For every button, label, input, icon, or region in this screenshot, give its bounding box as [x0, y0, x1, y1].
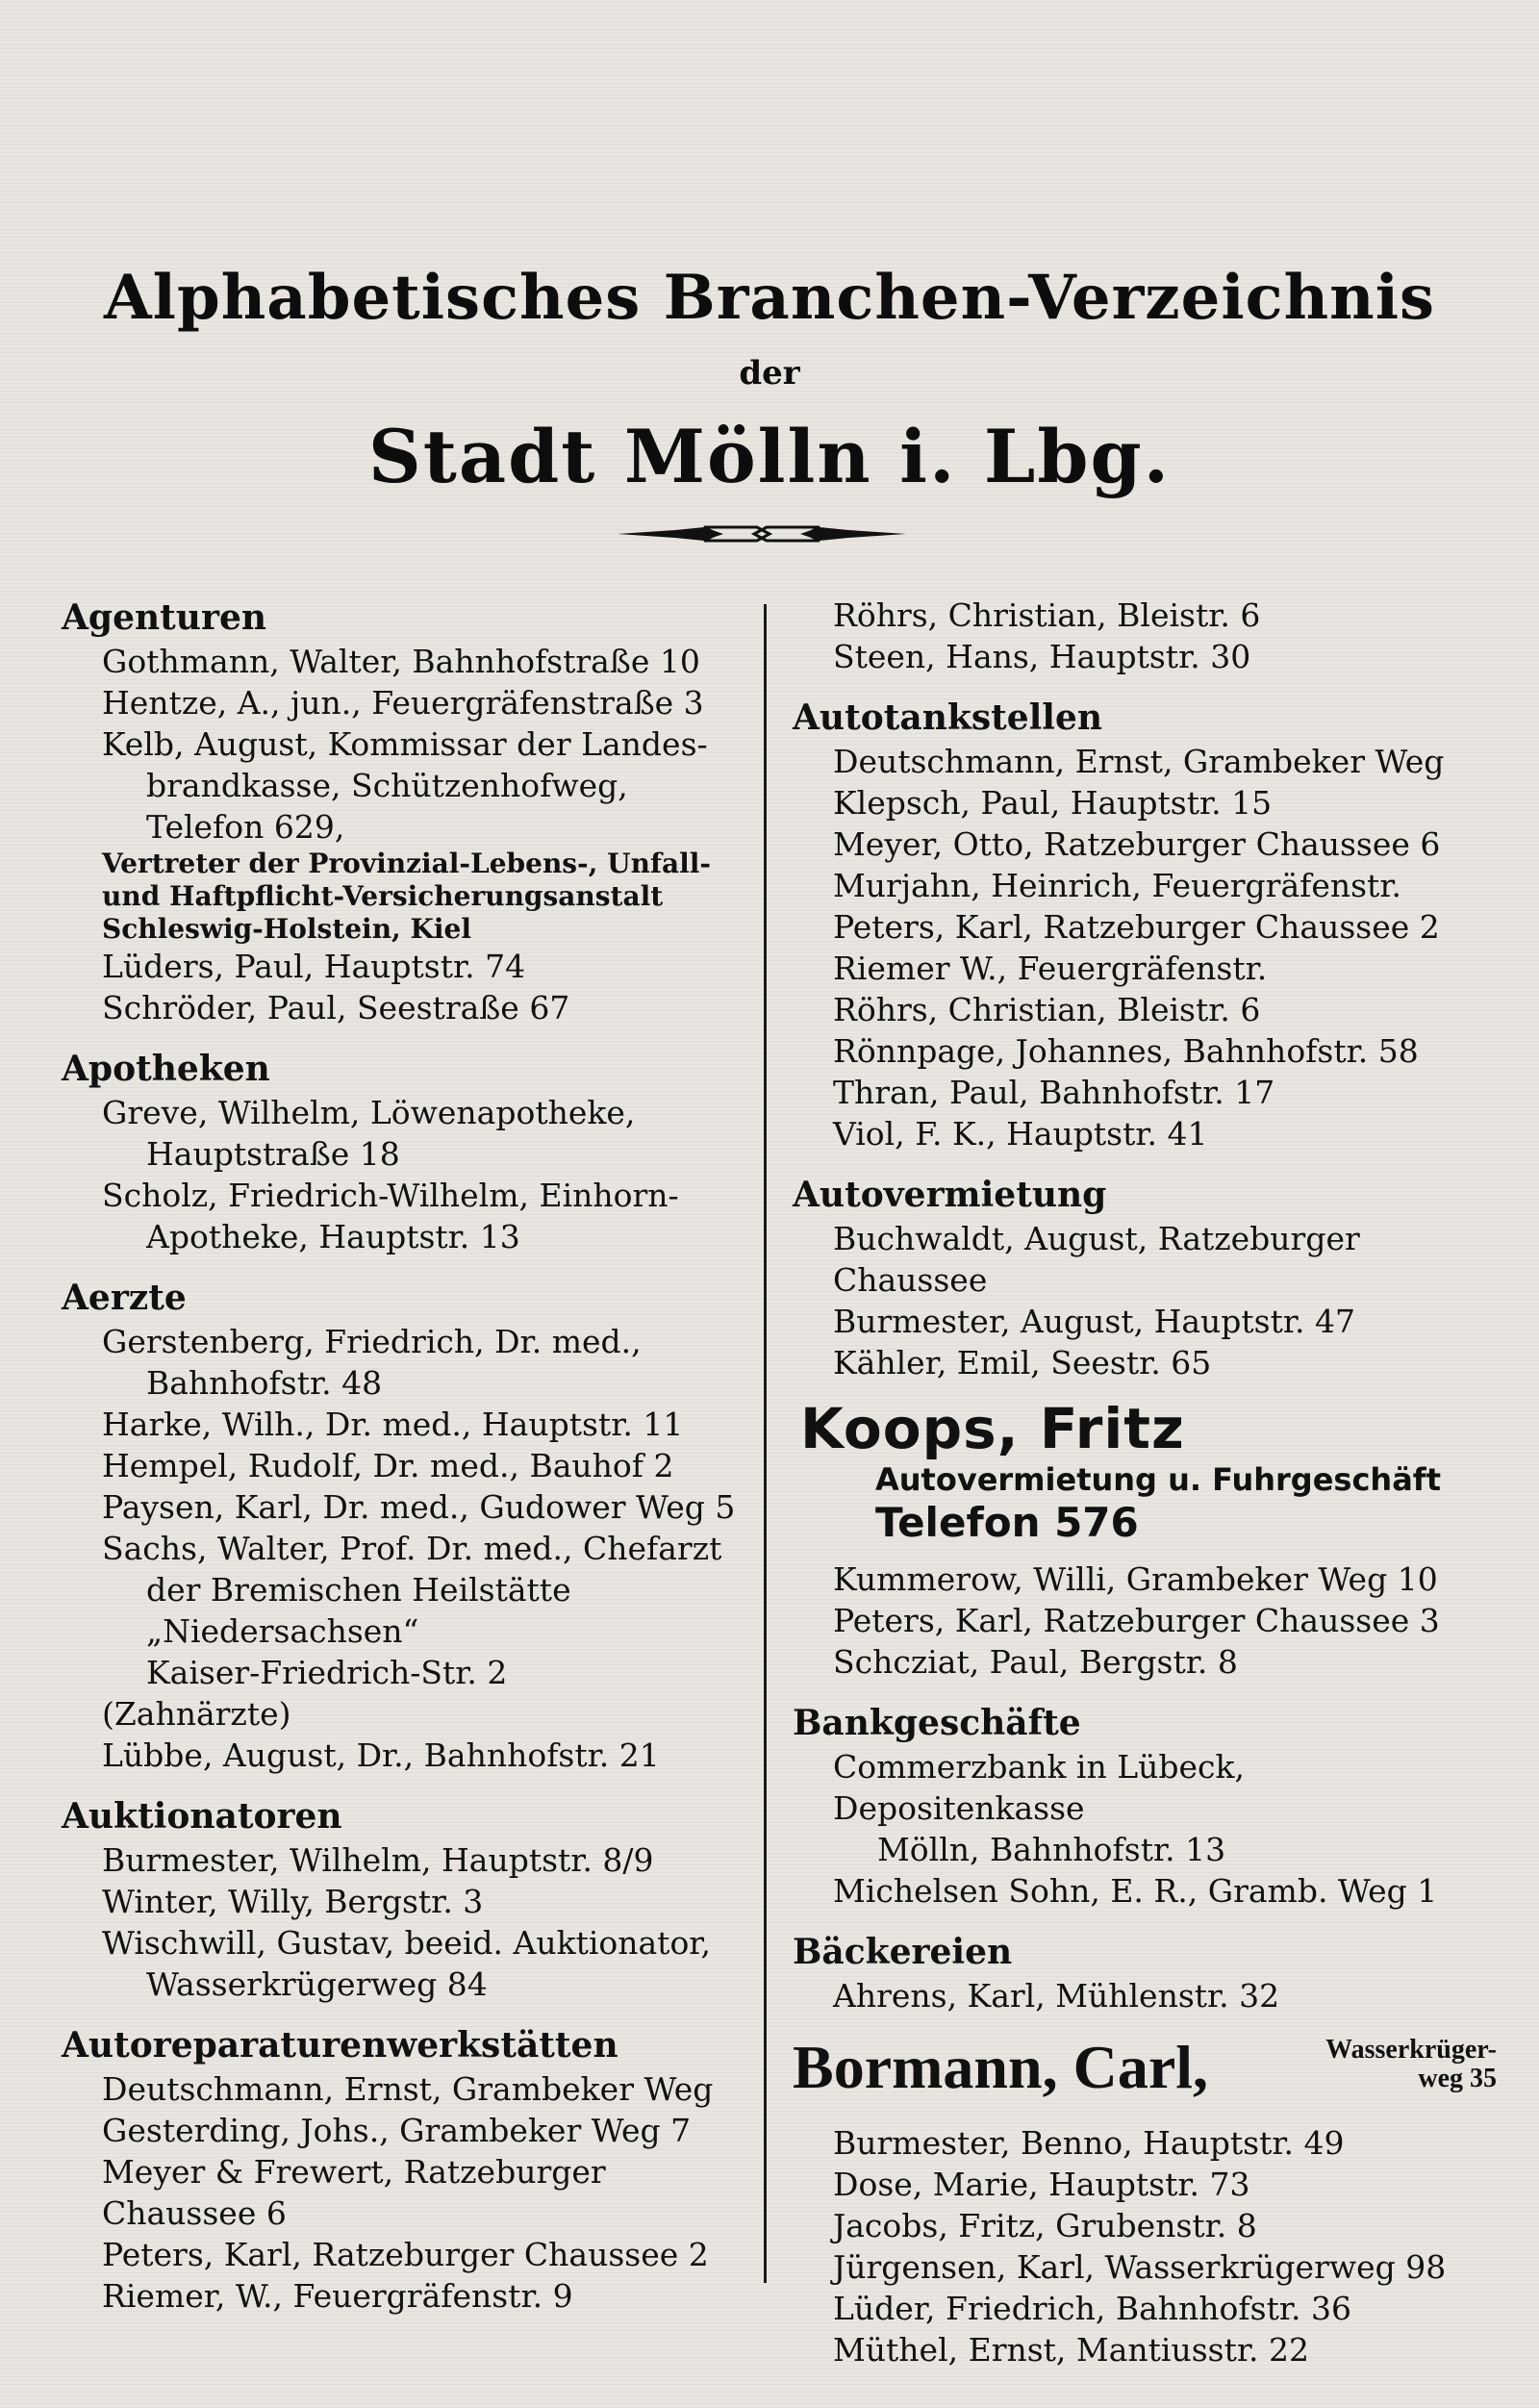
bormann-name: Bormann, Carl,	[793, 2033, 1208, 2101]
directory-section	[789, 2122, 1501, 2370]
directory-entry	[102, 2110, 760, 2151]
entry-line: Burmester, Wilhelm, Hauptstr. 8/9	[102, 1841, 654, 1879]
entry-continuation: brandkasse, Schützenhofweg,	[146, 767, 628, 804]
entry-line: Kummerow, Willi, Grambeker Weg 10	[833, 1560, 1438, 1598]
directory-entry	[833, 1030, 1501, 1072]
entry-line: Murjahn, Heinrich, Feuergräfenstr.	[833, 867, 1401, 904]
entry-line: Hempel, Rudolf, Dr. med., Bauhof 2	[102, 1447, 674, 1484]
directory-entry	[833, 2164, 1501, 2205]
entry-line: Röhrs, Christian, Bleistr. 6	[833, 991, 1261, 1028]
entry-note-line: Schleswig-Holstein, Kiel	[102, 913, 471, 945]
right-mid-sections	[789, 1559, 1501, 2016]
koops-name: Koops, Fritz	[800, 1396, 1185, 1461]
section-heading: Bankgeschäfte	[793, 1703, 1081, 1743]
directory-entry	[102, 987, 760, 1028]
directory-entry	[833, 1641, 1501, 1683]
entry-line: Dose, Marie, Hauptstr. 73	[833, 2166, 1250, 2203]
section-heading: Autotankstellen	[793, 697, 1103, 738]
right-column	[789, 595, 1501, 2370]
right-top-sections	[789, 595, 1501, 1383]
directory-section	[58, 1046, 760, 1257]
title-article: der	[739, 354, 800, 393]
entry-line: Steen, Hans, Hauptstr. 30	[833, 638, 1251, 675]
section-heading: Autoreparaturenwerkstätten	[62, 2025, 618, 2066]
entry-line: Greve, Wilhelm, Löwenapotheke,	[102, 1094, 636, 1131]
directory-entry	[102, 1839, 760, 1881]
entry-line: Rönnpage, Johannes, Bahnhofstr. 58	[833, 1032, 1419, 1070]
entry-line: Lübbe, August, Dr., Bahnhofstr. 21	[102, 1736, 660, 1774]
directory-entry	[102, 2151, 760, 2234]
directory-entry	[102, 723, 760, 946]
column-divider	[764, 604, 767, 2283]
directory-entry	[833, 1746, 1501, 1870]
directory-entry	[833, 2205, 1501, 2246]
directory-entry	[102, 1175, 760, 1257]
entry-line: Hentze, A., jun., Feuergräfenstraße 3	[102, 684, 704, 722]
directory-entry	[102, 1321, 760, 1404]
entry-line: Lüders, Paul, Hauptstr. 74	[102, 948, 526, 985]
entry-line: Sachs, Walter, Prof. Dr. med., Chefarzt	[102, 1530, 722, 1567]
entry-continuation: Hauptstraße 18	[146, 1135, 400, 1173]
directory-entry	[833, 1301, 1501, 1342]
city-title: Stadt Mölln i. Lbg.	[367, 414, 1172, 499]
ornament-divider	[618, 520, 906, 548]
entry-line: Kähler, Emil, Seestr. 65	[833, 1344, 1212, 1381]
directory-entry	[102, 1486, 760, 1528]
section-heading: Auktionatoren	[62, 1796, 342, 1837]
entry-line: Schcziat, Paul, Bergstr. 8	[833, 1643, 1238, 1681]
directory-entry	[833, 1113, 1501, 1154]
entry-line: Klepsch, Paul, Hauptstr. 15	[833, 784, 1273, 822]
koops-advert	[800, 1397, 1501, 1547]
entry-line: Gerstenberg, Friedrich, Dr. med.,	[102, 1323, 642, 1360]
entry-line: Jürgensen, Karl, Wasserkrügerweg 98	[833, 2248, 1447, 2286]
entry-note-line: Vertreter der Provinzial-Lebens-, Unfall-	[102, 848, 712, 879]
directory-section	[789, 1559, 1501, 1683]
directory-section	[789, 695, 1501, 1154]
directory-section	[789, 1172, 1501, 1383]
directory-entry	[102, 1922, 760, 2005]
directory-entry	[102, 2068, 760, 2110]
koops-phone: Telefon 576	[875, 1499, 1139, 1546]
entry-continuation: Kaiser-Friedrich-Str. 2	[146, 1654, 508, 1691]
entry-line: Ahrens, Karl, Mühlenstr. 32	[833, 1977, 1280, 2015]
directory-entry	[102, 1881, 760, 1922]
entry-line: Buchwaldt, August, Ratzeburger Chaussee	[833, 1220, 1360, 1299]
bormann-address	[1266, 2036, 1497, 2093]
directory-entry	[102, 1528, 760, 1693]
directory-section	[789, 1929, 1501, 2016]
entry-continuation: der Bremischen Heilstätte „Niedersachsen“	[146, 1571, 571, 1650]
entry-line: Burmester, August, Hauptstr. 47	[833, 1303, 1356, 1340]
entry-line: Müthel, Ernst, Mantiusstr. 22	[833, 2331, 1309, 2369]
directory-entry	[833, 2288, 1501, 2329]
entry-line: Gothmann, Walter, Bahnhofstraße 10	[102, 643, 700, 680]
directory-section	[58, 595, 760, 1028]
entry-line: Michelsen Sohn, E. R., Gramb. Weg 1	[833, 1872, 1438, 1910]
directory-section	[58, 1275, 760, 1776]
entry-line: Jacobs, Fritz, Grubenstr. 8	[833, 2207, 1257, 2244]
entry-continuation: Mölln, Bahnhofstr. 13	[877, 1831, 1226, 1868]
koops-business: Autovermietung u. Fuhrgeschäft	[875, 1461, 1441, 1498]
entry-line: Peters, Karl, Ratzeburger Chaussee 2	[102, 2236, 709, 2273]
directory-entry	[833, 906, 1501, 948]
bormann-address-line1: Wasserkrüger-	[1325, 2035, 1497, 2065]
entry-line: Röhrs, Christian, Bleistr. 6	[833, 596, 1261, 634]
directory-entry	[833, 782, 1501, 824]
entry-line: Meyer, Otto, Ratzeburger Chaussee 6	[833, 825, 1441, 863]
directory-entry	[102, 1404, 760, 1445]
entry-continuation: Apotheke, Hauptstr. 13	[146, 1218, 520, 1255]
directory-section	[789, 1700, 1501, 1912]
entry-line: Riemer, W., Feuergräfenstr. 9	[102, 2277, 573, 2315]
directory-entry	[102, 1693, 760, 1735]
directory-section	[58, 1793, 760, 2005]
directory-entry	[833, 1072, 1501, 1113]
section-heading: Apotheken	[62, 1049, 270, 1089]
section-heading: Aerzte	[62, 1278, 187, 1318]
directory-entry	[833, 2329, 1501, 2370]
directory-entry	[102, 641, 760, 682]
directory-section	[58, 2022, 760, 2317]
directory-entry	[833, 1870, 1501, 1912]
entry-line: Paysen, Karl, Dr. med., Gudower Weg 5	[102, 1488, 736, 1526]
right-bottom-sections	[789, 2122, 1501, 2370]
entry-line: Deutschmann, Ernst, Grambeker Weg	[833, 743, 1445, 780]
directory-entry	[102, 2234, 760, 2275]
directory-entry	[102, 1735, 760, 1776]
directory-entry	[833, 1975, 1501, 2016]
directory-entry	[833, 741, 1501, 782]
directory-entry	[833, 989, 1501, 1030]
section-heading: Agenturen	[62, 597, 267, 638]
section-heading: Autovermietung	[793, 1175, 1107, 1215]
directory-entry	[833, 1342, 1501, 1383]
entry-line: Kelb, August, Kommissar der Landes-	[102, 725, 708, 763]
entry-continuation: Telefon 629,	[146, 808, 345, 846]
directory-entry	[102, 1092, 760, 1175]
directory-entry	[833, 948, 1501, 989]
entry-line: Harke, Wilh., Dr. med., Hauptstr. 11	[102, 1406, 684, 1443]
entry-line: Commerzbank in Lübeck, Depositenkasse	[833, 1748, 1246, 1827]
directory-entry	[833, 2122, 1501, 2164]
entry-line: Scholz, Friedrich-Wilhelm, Einhorn-	[102, 1177, 679, 1214]
directory-entry	[833, 595, 1501, 636]
entry-line: Riemer W., Feuergräfenstr.	[833, 950, 1268, 987]
entry-line: Burmester, Benno, Hauptstr. 49	[833, 2124, 1345, 2162]
directory-entry	[833, 1600, 1501, 1641]
entry-line: Gesterding, Johs., Grambeker Weg 7	[102, 2112, 692, 2149]
entry-note-line: und Haftpflicht-Versicherungsanstalt	[102, 880, 664, 912]
entry-line: Thran, Paul, Bahnhofstr. 17	[833, 1074, 1275, 1111]
directory-section	[789, 595, 1501, 677]
entry-line: Meyer & Frewert, Ratzeburger Chaussee 6	[102, 2153, 606, 2232]
directory-entry	[833, 1218, 1501, 1301]
entry-line: Winter, Willy, Bergstr. 3	[102, 1883, 484, 1920]
entry-continuation: Bahnhofstr. 48	[146, 1364, 383, 1402]
left-column	[58, 595, 760, 2317]
directory-entry	[833, 636, 1501, 677]
entry-line: Wischwill, Gustav, beeid. Auktionator,	[102, 1924, 711, 1962]
entry-line: Peters, Karl, Ratzeburger Chaussee 2	[833, 908, 1440, 946]
directory-entry	[833, 2246, 1501, 2288]
bormann-advert	[793, 2030, 1501, 2113]
directory-entry	[102, 682, 760, 723]
entry-continuation: Wasserkrügerweg 84	[146, 1965, 488, 2003]
directory-entry	[833, 865, 1501, 906]
bormann-address-line2: weg 35	[1418, 2064, 1497, 2093]
page-title: Alphabetisches Branchen-Verzeichnis	[103, 262, 1436, 334]
entry-line: Peters, Karl, Ratzeburger Chaussee 3	[833, 1602, 1440, 1639]
directory-entry	[102, 1445, 760, 1486]
entry-line: Deutschmann, Ernst, Grambeker Weg	[102, 2070, 714, 2108]
directory-entry	[102, 2275, 760, 2317]
entry-line: (Zahnärzte)	[102, 1695, 291, 1733]
entry-line: Schröder, Paul, Seestraße 67	[102, 989, 570, 1027]
entry-line: Lüder, Friedrich, Bahnhofstr. 36	[833, 2290, 1351, 2327]
section-heading: Bäckereien	[793, 1932, 1013, 1972]
directory-entry	[833, 1559, 1501, 1600]
directory-entry	[833, 824, 1501, 865]
directory-entry	[102, 946, 760, 987]
entry-line: Viol, F. K., Hauptstr. 41	[833, 1115, 1208, 1153]
